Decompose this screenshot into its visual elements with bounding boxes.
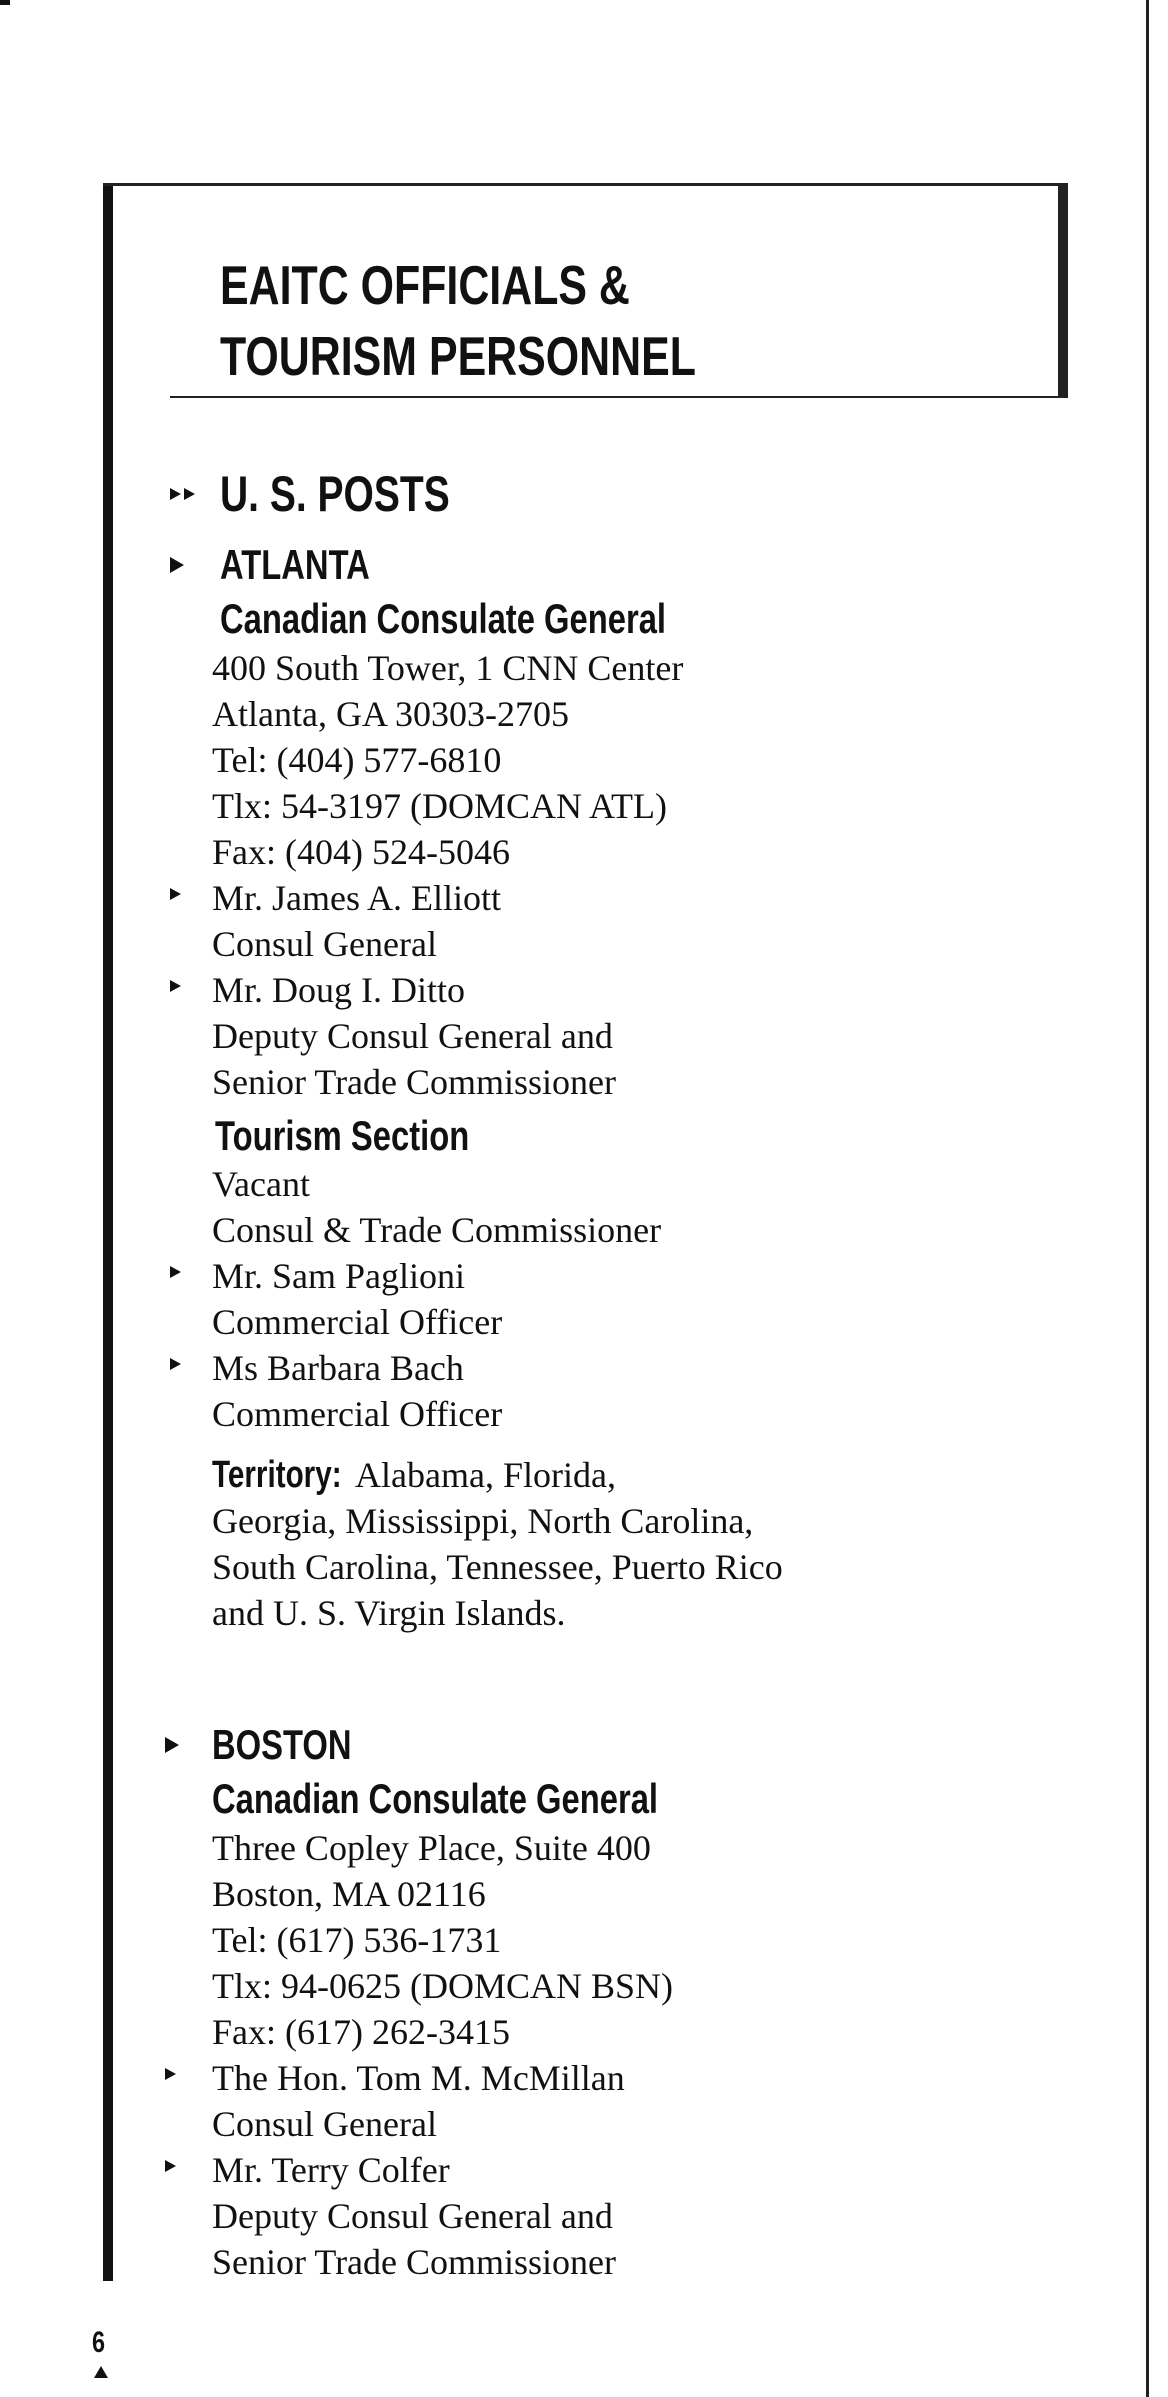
right-edge-line	[1146, 0, 1149, 2397]
atlanta-vacant: Vacant	[212, 1164, 310, 1204]
atlanta-office: Canadian Consulate General	[220, 595, 667, 642]
bullet-icon	[170, 1266, 181, 1278]
bullet-icon	[170, 888, 181, 900]
territory-label: Territory:	[212, 1454, 342, 1496]
boston-official2-title1: Deputy Consul General and	[212, 2196, 613, 2236]
header-title-line2: TOURISM PERSONNEL	[220, 325, 696, 387]
atlanta-address1: 400 South Tower, 1 CNN Center	[212, 648, 684, 688]
atlanta-official2-name: Mr. Doug I. Ditto	[212, 970, 466, 1010]
atlanta-tel: Tel: (404) 577-6810	[212, 740, 502, 780]
atlanta-official3-title: Commercial Officer	[212, 1302, 503, 1342]
atlanta-territory-line4: and U. S. Virgin Islands.	[212, 1593, 566, 1633]
boston-official1-title: Consul General	[212, 2104, 437, 2144]
header-title-line1: EAITC OFFICIALS &	[220, 254, 630, 316]
boston-official2-title2: Senior Trade Commissioner	[212, 2242, 617, 2282]
atlanta-territory-line2: Georgia, Mississippi, North Carolina,	[212, 1501, 754, 1541]
left-vertical-rule	[103, 183, 113, 2281]
atlanta-official4-title: Commercial Officer	[212, 1394, 503, 1434]
atlanta-official3-name: Mr. Sam Paglioni	[212, 1256, 466, 1296]
atlanta-official1-title: Consul General	[212, 924, 437, 964]
boston-office: Canadian Consulate General	[212, 1775, 659, 1822]
atlanta-tlx: Tlx: 54-3197 (DOMCAN ATL)	[212, 786, 667, 826]
double-arrow-icon-2	[184, 488, 195, 500]
double-arrow-icon	[170, 488, 181, 500]
city-arrow-icon	[165, 1737, 179, 1753]
bullet-icon	[170, 1358, 181, 1370]
boston-official1-name: The Hon. Tom M. McMillan	[212, 2058, 625, 2098]
page-up-arrow-icon	[94, 2366, 108, 2378]
atlanta-official1-name: Mr. James A. Elliott	[212, 878, 502, 918]
boston-fax: Fax: (617) 262-3415	[212, 2012, 510, 2052]
boston-official2-name: Mr. Terry Colfer	[212, 2150, 450, 2190]
bullet-icon	[165, 2068, 176, 2080]
section-heading: U. S. POSTS	[220, 466, 450, 522]
atlanta-fax: Fax: (404) 524-5046	[212, 832, 510, 872]
atlanta-territory-line1	[212, 1452, 616, 1498]
bullet-icon	[165, 2160, 176, 2172]
atlanta-official2-title1: Deputy Consul General and	[212, 1016, 613, 1056]
top-left-scan-mark	[0, 0, 10, 5]
atlanta-vacant-title: Consul & Trade Commissioner	[212, 1210, 662, 1250]
header-underline	[170, 396, 1068, 398]
bullet-icon	[170, 980, 181, 992]
atlanta-city: ATLANTA	[220, 541, 370, 588]
boston-address2: Boston, MA 02116	[212, 1874, 486, 1914]
atlanta-territory-line3: South Carolina, Tennessee, Puerto Rico	[212, 1547, 783, 1587]
boston-city: BOSTON	[212, 1721, 352, 1768]
boston-tel: Tel: (617) 536-1731	[212, 1920, 502, 1960]
boston-tlx: Tlx: 94-0625 (DOMCAN BSN)	[212, 1966, 674, 2006]
atlanta-official2-title2: Senior Trade Commissioner	[212, 1062, 617, 1102]
territory-text1: Alabama, Florida,	[348, 1455, 616, 1495]
city-arrow-icon	[170, 557, 184, 573]
atlanta-official4-name: Ms Barbara Bach	[212, 1348, 464, 1388]
atlanta-address2: Atlanta, GA 30303-2705	[212, 694, 569, 734]
atlanta-tourism-heading: Tourism Section	[215, 1112, 470, 1159]
boston-address1: Three Copley Place, Suite 400	[212, 1828, 651, 1868]
page-number: 6	[92, 2326, 106, 2359]
